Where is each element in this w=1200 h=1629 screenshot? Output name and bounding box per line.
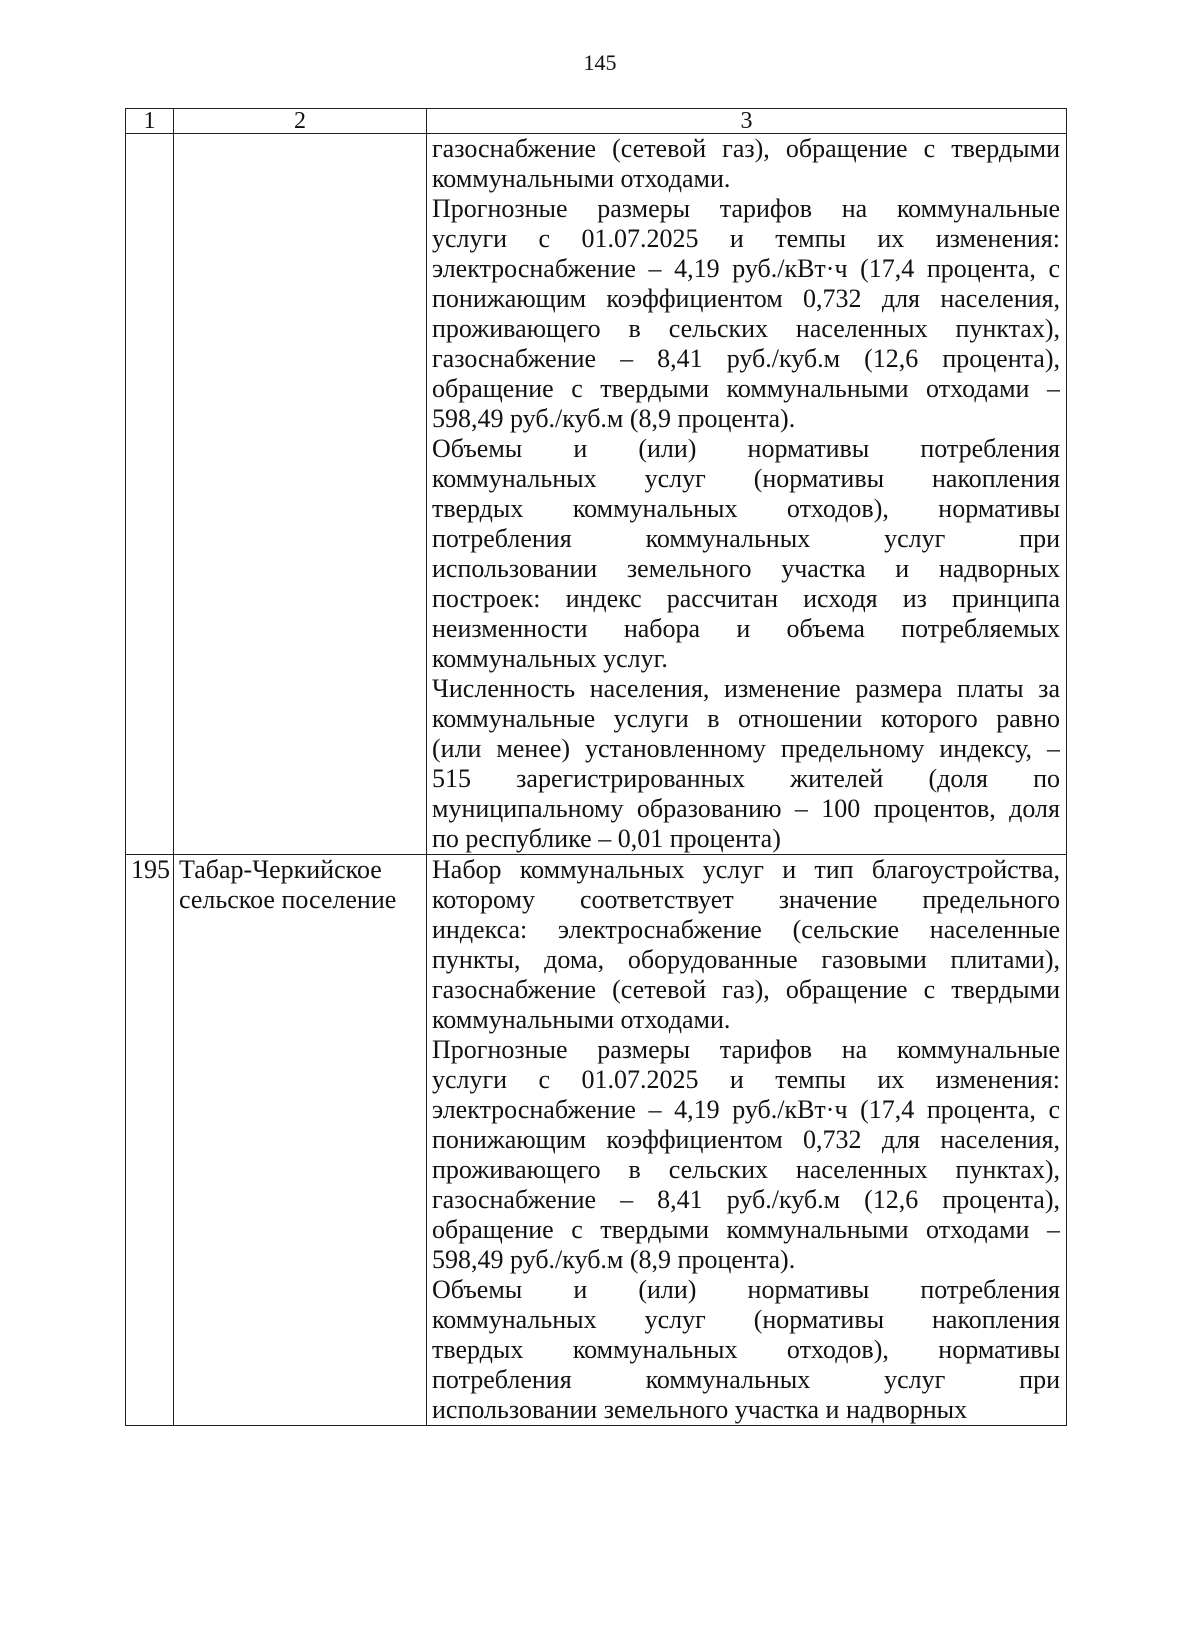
text-line: газоснабжение – 8,41 руб./куб.м (12,6 процента), <box>432 1185 1060 1214</box>
description-paragraphs <box>432 134 1060 854</box>
description-paragraphs <box>432 855 1060 1425</box>
text-line: Объемы и (или) нормативы потребления <box>432 1275 1060 1304</box>
text-line: твердых коммунальных отходов), нормативы <box>432 1335 1060 1364</box>
text-line: электроснабжение – 4,19 руб./кВт·ч (17,4 процента, с <box>432 254 1060 283</box>
text-line: твердых коммунальных отходов), нормативы <box>432 494 1060 523</box>
row-number-cell <box>126 134 174 855</box>
text-line: услуги с 01.07.2025 и темпы их изменения: <box>432 224 1060 253</box>
paragraph <box>432 674 1060 854</box>
text-line: проживающего в сельских населенных пунктах), <box>432 314 1060 343</box>
paragraph <box>432 1275 1060 1425</box>
text-line: газоснабжение (сетевой газ), обращение с твердыми <box>432 134 1060 163</box>
settlement-name-cell <box>174 134 427 855</box>
text-line: (или менее) установленному предельному индексу, – <box>432 734 1060 763</box>
text-line: 598,49 руб./куб.м (8,9 процента). <box>432 404 796 433</box>
table-row-195 <box>126 855 1067 1426</box>
table-row-continued <box>126 134 1067 855</box>
text-line: понижающим коэффициентом 0,732 для населения, <box>432 284 1060 313</box>
text-line: коммунальных услуг (нормативы накопления <box>432 1305 1060 1334</box>
page-number: 145 <box>583 50 617 75</box>
text-line: потребления коммунальных услуг при <box>432 1365 1060 1394</box>
column-header-3: 3 <box>427 109 1067 134</box>
text-line: 598,49 руб./куб.м (8,9 процента). <box>432 1245 796 1274</box>
paragraph <box>432 194 1060 434</box>
table-header-row <box>126 109 1067 134</box>
text-line: 515 зарегистрированных жителей (доля по <box>432 764 1060 793</box>
paragraph <box>432 855 1060 1035</box>
text-line: использовании земельного участка и надворных <box>432 1395 968 1424</box>
text-line: использовании земельного участка и надворных <box>432 554 1060 583</box>
text-line: неизменности набора и объема потребляемых <box>432 614 1060 643</box>
text-line: Объемы и (или) нормативы потребления <box>432 434 1060 463</box>
text-line: обращение с твердыми коммунальными отходами – <box>432 1215 1060 1244</box>
text-line: коммунальных услуг (нормативы накопления <box>432 464 1060 493</box>
text-line: Прогнозные размеры тарифов на коммунальные <box>432 194 1060 223</box>
row-number-cell: 195 <box>126 855 174 1426</box>
text-line: построек: индекс рассчитан исходя из принципа <box>432 584 1060 613</box>
text-line: Численность населения, изменение размера платы за <box>432 674 1060 703</box>
text-line: понижающим коэффициентом 0,732 для населения, <box>432 1125 1060 1154</box>
text-line: Прогнозные размеры тарифов на коммунальные <box>432 1035 1060 1064</box>
description-cell <box>427 855 1067 1426</box>
description-cell <box>427 134 1067 855</box>
paragraph <box>432 134 1060 194</box>
text-line: коммунальными отходами. <box>432 164 731 193</box>
text-line: газоснабжение (сетевой газ), обращение с твердыми <box>432 975 1060 1004</box>
text-line: индекса: электроснабжение (сельские населенные <box>432 915 1060 944</box>
column-header-1: 1 <box>126 109 174 134</box>
text-line: муниципальному образованию – 100 процентов, доля <box>432 794 1060 823</box>
text-line: Набор коммунальных услуг и тип благоустройства, <box>432 855 1060 884</box>
text-line: коммунальных услуг. <box>432 644 668 673</box>
column-header-2: 2 <box>174 109 427 134</box>
text-line: электроснабжение – 4,19 руб./кВт·ч (17,4 процента, с <box>432 1095 1060 1124</box>
text-line: пункты, дома, оборудованные газовыми плитами), <box>432 945 1060 974</box>
text-line: коммунальными отходами. <box>432 1005 731 1034</box>
text-line: потребления коммунальных услуг при <box>432 524 1060 553</box>
text-line: по республике – 0,01 процента) <box>432 824 781 853</box>
paragraph <box>432 434 1060 674</box>
text-line: которому соответствует значение предельного <box>432 885 1060 914</box>
paragraph <box>432 1035 1060 1275</box>
text-line: проживающего в сельских населенных пунктах), <box>432 1155 1060 1184</box>
text-line: коммунальные услуги в отношении которого равно <box>432 704 1060 733</box>
text-line: услуги с 01.07.2025 и темпы их изменения: <box>432 1065 1060 1094</box>
text-line: газоснабжение – 8,41 руб./куб.м (12,6 процента), <box>432 344 1060 373</box>
settlement-name-cell: Табар-Черкийское сельское поселение <box>174 855 427 1426</box>
text-line: обращение с твердыми коммунальными отходами – <box>432 374 1060 403</box>
tariff-table <box>125 108 1067 1426</box>
